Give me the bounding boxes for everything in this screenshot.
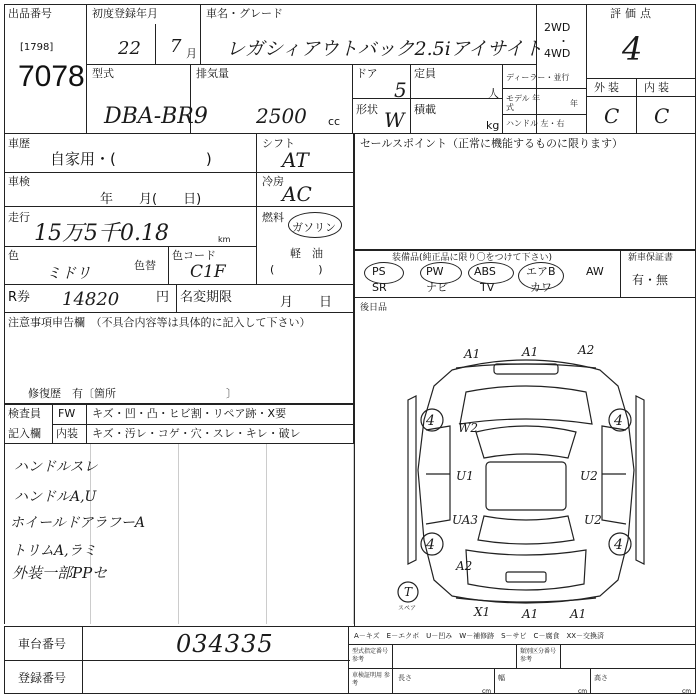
fuel-label: 燃料 <box>262 211 284 224</box>
divider <box>178 444 179 624</box>
after-fit-label: 後日品 <box>360 303 388 313</box>
divider <box>52 424 354 425</box>
divider <box>168 246 169 284</box>
model-code: DBA-BR9 <box>104 104 208 129</box>
mark-front-right-wheel: 4 <box>614 413 623 429</box>
chassis-label: 車台番号 <box>18 637 67 651</box>
mileage-label: 走行 <box>8 211 30 224</box>
interior-row-label: 内装 <box>56 427 78 440</box>
score: 4 <box>622 30 643 68</box>
color-change-label: 色替 <box>134 259 156 272</box>
equip-sr: SR <box>372 281 387 294</box>
after-fit-box <box>354 298 696 338</box>
divider <box>256 134 257 284</box>
name-change-label: 名変期限 <box>180 290 233 305</box>
reg-month: 7 <box>170 36 182 57</box>
year-unit: 年 <box>570 99 578 108</box>
divider <box>560 644 561 668</box>
kg-unit: kg <box>486 119 500 132</box>
displacement: 2500 <box>256 104 307 128</box>
equip-tv: TV <box>480 281 495 294</box>
lot-number: 7078 <box>18 60 85 93</box>
equip-abs-circle <box>468 262 514 284</box>
divider <box>86 4 87 134</box>
divider <box>620 250 621 298</box>
divider <box>516 644 517 668</box>
equip-ps: PS <box>372 265 386 278</box>
divider <box>494 668 495 694</box>
model-year-label: モデル 年式 <box>506 94 541 112</box>
divider <box>4 660 350 661</box>
mark-right-rear-u2: U2 <box>584 513 602 527</box>
cc-unit: cc <box>328 115 341 128</box>
divider <box>352 64 353 134</box>
model-name-label: 車名・グレード <box>206 7 283 20</box>
equip-airbag: エアB <box>526 265 556 278</box>
first-reg-label: 初度登録年月 <box>92 7 158 20</box>
divider <box>86 64 536 65</box>
mileage-value: 15万5千0.18 <box>34 221 169 246</box>
repair-label: 修復歴 有〔箇所 〕 <box>28 387 237 400</box>
length-label: 長さ <box>398 674 412 682</box>
door-label: ドア <box>356 67 378 80</box>
score-label: 評価点 <box>610 7 655 20</box>
name-change-value: 月 日 <box>280 295 333 310</box>
interior-items: キズ・汚レ・コゲ・穴・スレ・キレ・破レ <box>92 427 301 440</box>
interior-label: 内装 <box>644 81 672 94</box>
diagram-border <box>354 338 696 626</box>
divider <box>502 64 503 134</box>
warranty-label: 新車保証書 <box>628 253 674 263</box>
mark-rear-a2: A2 <box>456 559 473 573</box>
divider <box>4 312 354 313</box>
equip-label: 装備品(純正品に限り〇をつけて下さい) <box>392 253 553 263</box>
divider <box>348 644 696 645</box>
divider <box>4 284 354 285</box>
lot-sub: [1798] <box>20 42 54 53</box>
fw-items: キズ・凹・凸・ヒビ割・リペア跡・X要 <box>92 407 287 420</box>
divider <box>200 4 201 64</box>
history-value: 自家用・( ) <box>50 150 212 168</box>
dealer-label: ディーラー・並行 <box>506 73 570 82</box>
equip-aw: AW <box>586 265 604 278</box>
note-line-1: ハンドルスレ <box>14 459 98 475</box>
load-label: 積載 <box>414 103 436 116</box>
drive-dot: ・ <box>558 35 569 48</box>
month-unit: 月 <box>186 47 197 60</box>
type-designation-label: 型式指定番号 参考 <box>352 648 389 663</box>
mark-rear-x1: X1 <box>474 605 491 619</box>
divider <box>502 114 586 115</box>
note-line-5: 外装一部PPセ <box>12 564 108 582</box>
history-label: 車歴 <box>8 137 30 150</box>
cm-unit-width: cm <box>578 688 588 695</box>
ac-value: AC <box>282 182 312 206</box>
equip-airbag-circle <box>518 262 564 290</box>
equip-leather: カワ <box>530 281 552 294</box>
divider <box>176 284 177 312</box>
equip-pw-circle <box>420 262 462 284</box>
exterior-label: 外装 <box>594 81 622 94</box>
recycle-value: 14820 <box>62 289 120 310</box>
reg-year: 22 <box>118 38 141 59</box>
sales-point-label: セールスポイント（正常に機能するものに限ります） <box>360 137 624 150</box>
divider <box>155 24 156 64</box>
mark-rear-a1-center: A1 <box>522 607 539 621</box>
mark-rear-left-wheel: 4 <box>426 537 435 553</box>
recycle-label: R券 <box>8 290 31 305</box>
mark-front-a2: A2 <box>578 343 595 357</box>
spare-label: スペア <box>398 605 417 612</box>
capacity-label: 定員 <box>414 67 436 80</box>
equip-ps-circle <box>364 262 404 284</box>
person-unit: 人 <box>488 87 499 100</box>
shift-value: AT <box>282 148 309 172</box>
model-name: レガシィアウトバック2.5iアイサイト <box>226 38 543 60</box>
color-code-label: 色コード <box>172 249 216 262</box>
divider <box>86 404 87 444</box>
shape-label: 形状 <box>356 103 378 116</box>
warranty-value: 有・無 <box>632 273 669 287</box>
exterior-grade: C <box>604 104 620 128</box>
fuel-circle <box>288 212 342 238</box>
inspector-label: 検査員 <box>8 407 41 420</box>
divider <box>348 668 696 669</box>
handle-label: ハンドル 左・右 <box>506 119 565 128</box>
inspection-value: 年 月( 日) <box>100 192 202 207</box>
color-code: C1F <box>190 262 226 282</box>
mark-rear-a1-right: A1 <box>570 607 587 621</box>
notes-label: 注意事項申告欄 （不具合内容等は具体的に記入して下さい） <box>8 316 311 329</box>
mark-right-door-u2: U2 <box>580 469 598 483</box>
mark-front-left-wheel: 4 <box>426 413 435 429</box>
equip-abs: ABS <box>474 265 496 278</box>
divider <box>348 626 349 694</box>
mark-rear-right-wheel: 4 <box>614 537 623 553</box>
divider <box>586 78 696 79</box>
interior-grade: C <box>654 104 670 128</box>
divider <box>352 98 502 99</box>
mark-left-rear-ua3: UA3 <box>452 513 479 527</box>
fuel-paren: ( ) <box>270 263 323 276</box>
displacement-label: 排気量 <box>196 67 229 80</box>
mark-hood-w2: W2 <box>458 421 478 435</box>
vehicle-cert-label: 車検証明用 参考 <box>352 672 390 687</box>
fw-label: FW <box>58 407 76 420</box>
width-label: 幅 <box>498 674 505 682</box>
divider <box>636 78 637 134</box>
divider <box>586 4 587 134</box>
shape: W <box>384 108 405 132</box>
color-label: 色 <box>8 249 19 262</box>
drive-4wd: 4WD <box>544 47 571 60</box>
divider <box>392 644 393 694</box>
mark-front-a1-center: A1 <box>522 345 539 359</box>
doors: 5 <box>394 78 407 102</box>
divider <box>266 444 267 624</box>
equip-navi: ナビ <box>426 281 448 294</box>
ac-label: 冷房 <box>262 175 284 188</box>
cm-unit-height: cm <box>682 688 692 695</box>
divider <box>410 64 411 134</box>
entry-label: 記入欄 <box>8 427 41 440</box>
sales-box <box>354 134 696 250</box>
inspection-label: 車検 <box>8 175 30 188</box>
yen-unit: 円 <box>156 290 170 305</box>
km-unit: km <box>218 235 231 244</box>
mark-spare-t: T <box>404 585 413 599</box>
type-label: 型式 <box>92 67 114 80</box>
legend: A－キズ E－エクボ U－凹み W－補修跡 S－サビ C－腐食 XX－交換済 <box>354 632 605 640</box>
drive-2wd: 2WD <box>544 21 571 34</box>
mark-left-door-u1: U1 <box>456 469 474 483</box>
fuel-gas: ガソリン <box>292 221 336 234</box>
note-line-2: ハンドルA,U <box>14 489 97 505</box>
mark-front-a1-left: A1 <box>464 347 481 361</box>
divider <box>586 96 696 97</box>
note-line-4: トリムA,ラミ <box>12 543 97 559</box>
equip-pw: PW <box>426 265 444 278</box>
note-line-3: ホイールドアラフーA <box>10 515 145 531</box>
height-label: 高さ <box>594 674 608 682</box>
fuel-light: 軽 油 <box>290 247 323 260</box>
lot-label: 出品番号 <box>8 7 52 20</box>
chassis-number: 034335 <box>176 630 274 658</box>
shift-label: シフト <box>262 137 295 150</box>
cm-unit-length: cm <box>482 688 492 695</box>
class-label: 類別区分番号 参考 <box>520 648 557 663</box>
divider <box>590 668 591 694</box>
color-value: ミドリ <box>46 264 92 282</box>
reg-number-label: 登録番号 <box>18 671 67 685</box>
divider <box>4 172 354 173</box>
divider <box>502 88 586 89</box>
